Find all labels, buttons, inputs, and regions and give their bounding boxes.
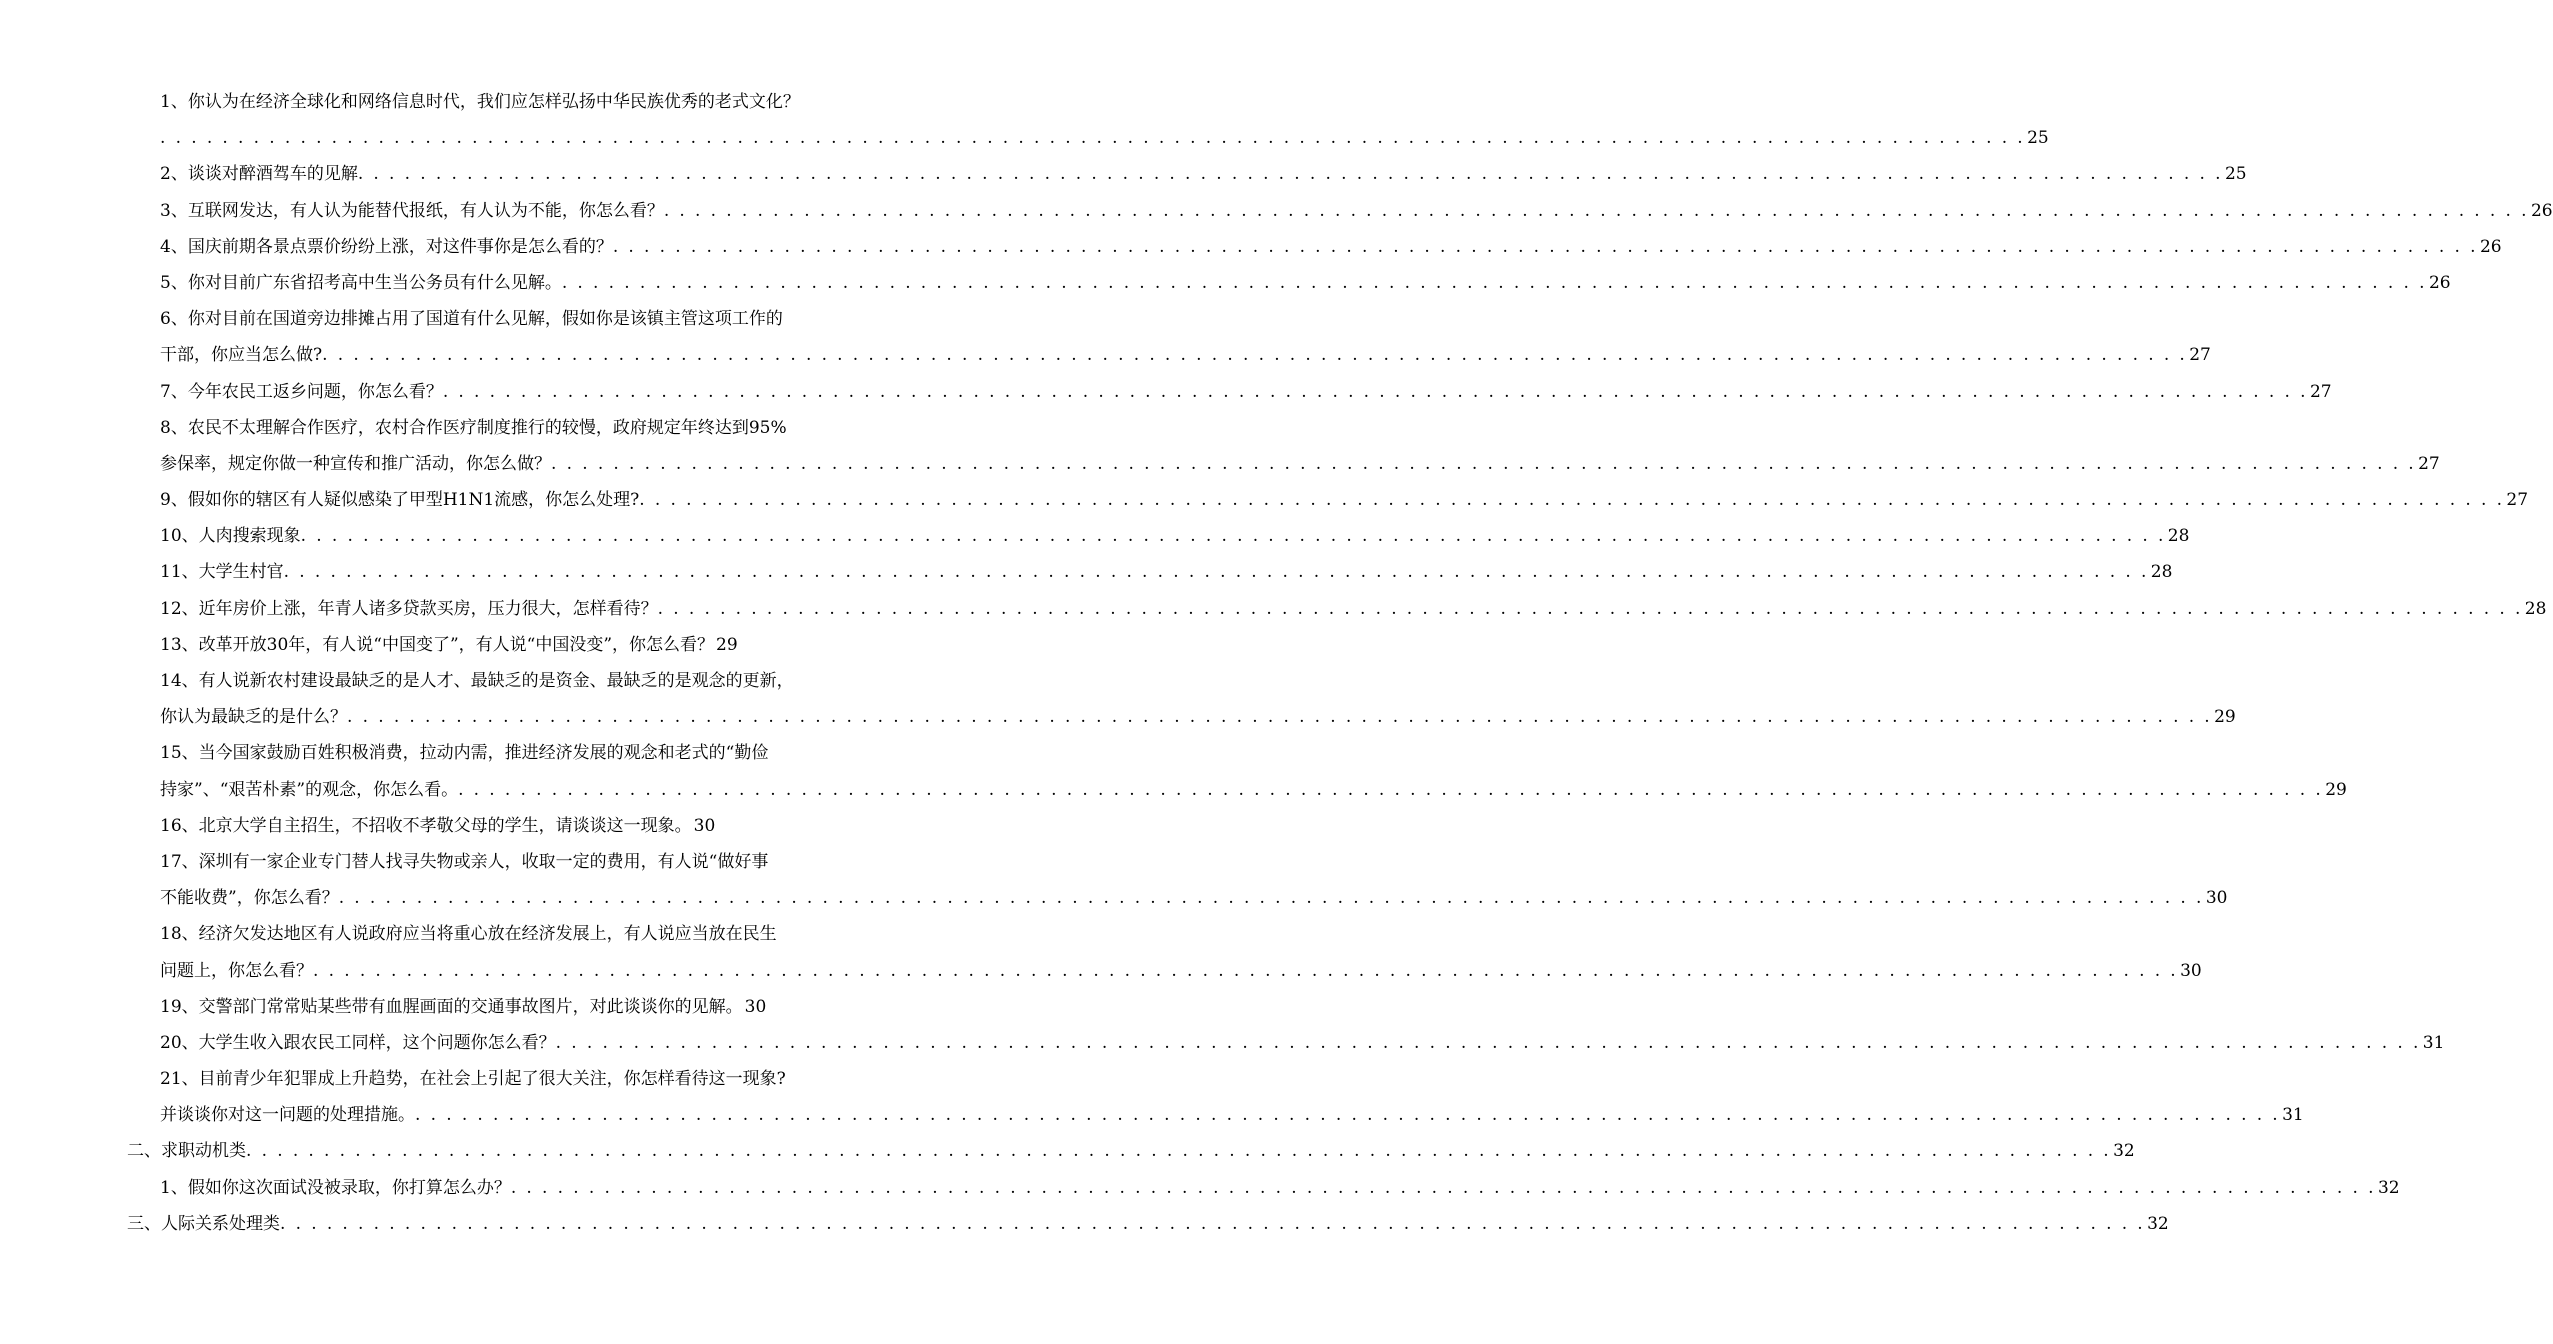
toc-entry	[0, 301, 950, 337]
toc-row	[160, 953, 2202, 989]
toc-entry	[0, 1170, 2400, 1206]
toc-entry-text: 14、有人说新农村建设最缺乏的是人才、最缺乏的是资金、最缺乏的是观念的更新，	[160, 671, 794, 691]
toc-row	[160, 229, 2502, 265]
toc-row	[160, 410, 787, 446]
toc-entry-text: 3、互联网发达，有人认为能替代报纸，有人认为不能，你怎么看？	[160, 200, 664, 221]
toc-entry-text: 15、当今国家鼓励百姓积极消费，拉动内需，推进经济发展的观念和老式的“勤俭	[160, 743, 769, 764]
toc-entry	[0, 518, 2190, 554]
toc-row	[160, 265, 2451, 301]
dot-leader: . . . . . . . . . . . . . . . . . . . . . . . . . . . . . . . . . . . . . . . . . . . . . . . . . . . . . . . . . . . . . . . . . . . . . . . . . . . . . . . . . . . . . . . . . . . . . . . . . . . . . . . . . . . . . . . . . . . . . . . .	[657, 598, 2523, 619]
toc-page-number: 30	[693, 815, 716, 836]
toc-entry-text: 19、交警部门常常贴某些带有血腥画面的交通事故图片，对此谈谈你的见解。	[160, 996, 743, 1017]
toc-row	[160, 735, 769, 771]
toc-entry-text: 11、大学生村官	[160, 562, 284, 583]
toc-page-number: 31	[2422, 1032, 2445, 1053]
toc-row	[160, 446, 2440, 482]
toc-entry-text: 2、谈谈对醉酒驾车的见解	[160, 164, 358, 185]
toc-row	[160, 1025, 2445, 1061]
toc-entry	[0, 229, 2502, 265]
toc-entry	[0, 554, 2173, 590]
toc-entry-text: 1、假如你这次面试没被录取，你打算怎么办？	[160, 1177, 511, 1198]
toc-entry-text: 二、求职动机类	[127, 1141, 246, 1162]
dot-leader: . . . . . . . . . . . . . . . . . . . . . . . . . . . . . . . . . . . . . . . . . . . . . . . . . . . . . . . . . . . . . . . . . . . . . . . . . . . . . . . . . . . . . . . . . . . . . . . . . . . . . . . . . . . . . . . . . . . . . . . .	[458, 779, 2324, 800]
toc-entry	[0, 627, 950, 663]
toc-entry-text: 13、改革开放30年，有人说“中国变了”，有人说“中国没变”，你怎么看？	[160, 634, 715, 655]
toc-entry-text: 并谈谈你对这一问题的处理措施。	[160, 1105, 415, 1126]
toc-entry	[0, 1097, 2304, 1133]
toc-entry	[0, 772, 2347, 808]
toc-entry-text: 17、深圳有一家企业专门替人找寻失物或亲人，收取一定的费用，有人说“做好事	[160, 851, 769, 872]
dot-leader: . . . . . . . . . . . . . . . . . . . . . . . . . . . . . . . . . . . . . . . . . . . . . . . . . . . . . . . . . . . . . . . . . . . . . . . . . . . . . . . . . . . . . . . . . . . . . . . . . . . . . . . . . . . . . . . . . . . . . . . .	[347, 707, 2213, 728]
toc-page-number: 25	[2027, 128, 2049, 149]
dot-leader: . . . . . . . . . . . . . . . . . . . . . . . . . . . . . . . . . . . . . . . . . . . . . . . . . . . . . . . . . . . . . . . . . . . . . . . . . . . . . . . . . . . . . . . . . . . . . . . . . . . . . . . . . . . . . . . . . . . . . . . .	[639, 490, 2505, 511]
toc-page-number: 32	[2377, 1177, 2400, 1198]
toc-row	[160, 916, 777, 952]
toc-row	[160, 482, 2529, 518]
toc-page-number: 28	[2524, 598, 2547, 619]
dot-leader: . . . . . . . . . . . . . . . . . . . . . . . . . . . . . . . . . . . . . . . . . . . . . . . . . . . . . . . . . . . . . . . . . . . . . . . . . . . . . . . . . . . . . . . . . . . . . . . . . . . . . . . . . . . . . . . . . . . . . . . .	[510, 1177, 2376, 1198]
toc-entry	[0, 735, 950, 771]
toc-entry	[0, 699, 2236, 735]
toc-entry	[0, 84, 950, 120]
dot-leader: . . . . . . . . . . . . . . . . . . . . . . . . . . . . . . . . . . . . . . . . . . . . . . . . . . . . . . . . . . . . . . . . . . . . . . . . . . . . . . . . . . . . . . . . . . . . . . . . . . . . . . . . . . . . . . . . . . . . . . . .	[663, 200, 2529, 221]
toc-row	[160, 772, 2347, 808]
toc-entry	[0, 880, 2228, 916]
toc-entry-text: 18、经济欠发达地区有人说政府应当将重心放在经济发展上，有人说应当放在民生	[160, 924, 777, 945]
dot-leader: . . . . . . . . . . . . . . . . . . . . . . . . . . . . . . . . . . . . . . . . . . . . . . . . . . . . . . . . . . . . . . . . . . . . . . . . . . . . . . . . . . . . . . . . . . . . . . . . . . . . . . . . . . . . . . . . . . . . . . . .	[338, 888, 2204, 909]
dot-leader: . . . . . . . . . . . . . . . . . . . . . . . . . . . . . . . . . . . . . . . . . . . . . . . . . . . . . . . . . . . . . . . . . . . . . . . . . . . . . . . . . . . . . . . . . . . . . . . . . . . . . . . . . . . . . . . . . . . . . . . .	[283, 562, 2149, 583]
toc-page-number: 30	[744, 996, 767, 1017]
toc-page-number: 29	[716, 634, 738, 655]
dot-leader: . . . . . . . . . . . . . . . . . . . . . . . . . . . . . . . . . . . . . . . . . . . . . . . . . . . . . . . . . . . . . . . . . . . . . . . . . . . . . . . . . . . . . . . . . . . . . . . . . . . . . . . . . . . . . . . . . . . . . . . .	[555, 1032, 2421, 1053]
toc-row	[160, 120, 2049, 156]
dot-leader: . . . . . . . . . . . . . . . . . . . . . . . . . . . . . . . . . . . . . . . . . . . . . . . . . . . . . . . . . . . . . . . . . . . . . . . . . . . . . . . . . . . . . . . . . . . . . . . . . . . . . . . . . . . . . . . . . . . . . . . .	[280, 1213, 2146, 1234]
toc-row	[160, 193, 2553, 229]
toc-section-entry	[0, 1133, 2135, 1169]
toc-row	[160, 663, 794, 699]
toc-entry-text: 三、人际关系处理类	[127, 1213, 280, 1234]
toc-entry-text: 1、你认为在经济全球化和网络信息时代，我们应怎样弘扬中华民族优秀的老式文化？	[160, 92, 800, 112]
toc-page-number: 26	[2428, 272, 2451, 293]
toc-entry-text: 持家”、“艰苦朴素”的观念，你怎么看。	[160, 779, 459, 800]
toc-entry	[0, 989, 950, 1025]
toc-entry	[0, 193, 2553, 229]
dot-leader: . . . . . . . . . . . . . . . . . . . . . . . . . . . . . . . . . . . . . . . . . . . . . . . . . . . . . . . . . . . . . . . . . . . . . . . . . . . . . . . . . . . . . . . . . . . . . . . . . . . . . . . . . . . . . . . . . . . . . . . .	[300, 526, 2166, 547]
toc-entry-text: 你认为最缺乏的是什么？	[160, 707, 347, 728]
toc-entry-text: 16、北京大学自主招生，不招收不孝敬父母的学生，请谈谈这一现象。	[160, 815, 692, 836]
toc-entry-text: 10、人肉搜索现象	[160, 526, 301, 547]
toc-page-number: 30	[2205, 888, 2228, 909]
toc-entry	[0, 374, 2332, 410]
toc-page-number: 29	[2214, 707, 2236, 728]
toc-entry	[0, 482, 2529, 518]
toc-row	[160, 84, 800, 120]
toc-entry	[0, 156, 2247, 192]
toc-row	[160, 989, 767, 1025]
toc-page-number: 26	[2530, 200, 2553, 221]
toc-entry-text: 问题上，你怎么看？	[160, 960, 313, 981]
toc-page-number: 27	[2309, 381, 2332, 402]
dot-leader: . . . . . . . . . . . . . . . . . . . . . . . . . . . . . . . . . . . . . . . . . . . . . . . . . . . . . . . . . . . . . . . . . . . . . . . . . . . . . . . . . . . . . . . . . . . . . . . . . . . . . . . . . . . . . . . . . . . . . . . .	[322, 345, 2188, 366]
toc-row	[160, 699, 2236, 735]
toc-page-number: 31	[2282, 1105, 2304, 1126]
toc-entry-text: 不能收费”，你怎么看？	[160, 888, 339, 909]
toc-row	[160, 301, 783, 337]
toc-entry-text: 7、今年农民工返乡问题，你怎么看？	[160, 381, 443, 402]
toc-row	[127, 1206, 2169, 1242]
toc-page-number: 27	[2189, 345, 2211, 366]
toc-page-number: 28	[2150, 562, 2173, 583]
toc-entry	[0, 663, 950, 699]
dot-leader: . . . . . . . . . . . . . . . . . . . . . . . . . . . . . . . . . . . . . . . . . . . . . . . . . . . . . . . . . . . . . . . . . . . . . . . . . . . . . . . . . . . . . . . . . . . . . . . . . . . . . . . . . . . . . . . . . . . . . . . .	[313, 960, 2179, 981]
toc-entry-text: 参保率，规定你做一种宣传和推广活动，你怎么做？	[160, 453, 551, 474]
toc-entry-text: 5、你对目前广东省招考高中生当公务员有什么见解。	[160, 272, 562, 293]
toc-row	[160, 844, 769, 880]
toc-row	[160, 627, 753, 663]
toc-row	[160, 554, 2173, 590]
toc-row	[160, 518, 2190, 554]
toc-entry	[0, 844, 950, 880]
toc-entry	[0, 916, 950, 952]
toc-page-number: 29	[2325, 779, 2347, 800]
toc-row	[160, 1097, 2304, 1133]
dot-leader: . . . . . . . . . . . . . . . . . . . . . . . . . . . . . . . . . . . . . . . . . . . . . . . . . . . . . . . . . . . . . . . . . . . . . . . . . . . . . . . . . . . . . . . . . . . . . . . . . . . . . . . . . . . . . . . . . . . . . . . .	[612, 236, 2478, 257]
dot-leader: . . . . . . . . . . . . . . . . . . . . . . . . . . . . . . . . . . . . . . . . . . . . . . . . . . . . . . . . . . . . . . . . . . . . . . . . . . . . . . . . . . . . . . . . . . . . . . . . . . . . . . . . . . . . . . . . . . . . . . . .	[246, 1141, 2112, 1162]
toc-entry	[0, 591, 2547, 627]
toc-entry	[0, 265, 2451, 301]
toc-entry	[0, 446, 2440, 482]
toc-row	[160, 1170, 2400, 1206]
toc-section-entry	[0, 1206, 2169, 1242]
dot-leader: . . . . . . . . . . . . . . . . . . . . . . . . . . . . . . . . . . . . . . . . . . . . . . . . . . . . . . . . . . . . . . . . . . . . . . . . . . . . . . . . . . . . . . . . . . . . . . . . . . . . . . . . . . . . . . . . . . . . . . . .	[561, 272, 2427, 293]
dot-leader: . . . . . . . . . . . . . . . . . . . . . . . . . . . . . . . . . . . . . . . . . . . . . . . . . . . . . . . . . . . . . . . . . . . . . . . . . . . . . . . . . . . . . . . . . . . . . . . . . . . . . . . . . . . . . . . . . . . . . . . .	[415, 1105, 2281, 1126]
toc-row	[160, 1061, 786, 1097]
toc-page-number: 28	[2167, 526, 2190, 547]
toc-entry	[0, 953, 2202, 989]
toc-page-number: 32	[2147, 1213, 2169, 1234]
toc-entry	[0, 410, 950, 446]
dot-leader: . . . . . . . . . . . . . . . . . . . . . . . . . . . . . . . . . . . . . . . . . . . . . . . . . . . . . . . . . . . . . . . . . . . . . . . . . . . . . . . . . . . . . . . . . . . . . . . . . . . . . . . . . . . . . . . . . . . . . . . .	[357, 164, 2223, 185]
toc-entry-text: 干部，你应当怎么做?	[160, 345, 323, 366]
toc-page-number: 27	[2418, 453, 2440, 474]
toc-page-number: 30	[2180, 960, 2202, 981]
toc-row	[160, 808, 753, 844]
toc-row	[160, 337, 2211, 373]
toc-entry	[0, 120, 2049, 156]
dot-leader: . . . . . . . . . . . . . . . . . . . . . . . . . . . . . . . . . . . . . . . . . . . . . . . . . . . . . . . . . . . . . . . . . . . . . . . . . . . . . . . . . . . . . . . . . . . . . . . . . . . . . . . . . . . . . . . . . . . . . . . .	[442, 381, 2308, 402]
toc-entry-text: 6、你对目前在国道旁边排摊占用了国道有什么见解，假如你是该镇主管这项工作的	[160, 309, 783, 330]
toc-page-number: 27	[2506, 490, 2529, 511]
toc-entry-text: 20、大学生收入跟农民工同样，这个问题你怎么看？	[160, 1032, 556, 1053]
toc-entry	[0, 1025, 2445, 1061]
toc-row	[160, 880, 2228, 916]
dot-leader: . . . . . . . . . . . . . . . . . . . . . . . . . . . . . . . . . . . . . . . . . . . . . . . . . . . . . . . . . . . . . . . . . . . . . . . . . . . . . . . . . . . . . . . . . . . . . . . . . . . . . . . . . . . . . . . . . . . . . . . .	[160, 128, 2026, 149]
toc-page-number: 32	[2113, 1141, 2135, 1162]
toc-entry	[0, 808, 950, 844]
toc-entry-text: 21、目前青少年犯罪成上升趋势，在社会上引起了很大关注，你怎样看待这一现象?	[160, 1069, 786, 1090]
table-of-contents	[0, 84, 2553, 1242]
toc-row	[160, 156, 2247, 192]
toc-entry-text: 12、近年房价上涨，年青人诸多贷款买房，压力很大，怎样看待？	[160, 598, 658, 619]
toc-row	[127, 1133, 2135, 1169]
dot-leader: . . . . . . . . . . . . . . . . . . . . . . . . . . . . . . . . . . . . . . . . . . . . . . . . . . . . . . . . . . . . . . . . . . . . . . . . . . . . . . . . . . . . . . . . . . . . . . . . . . . . . . . . . . . . . . . . . . . . . . . .	[551, 453, 2417, 474]
toc-entry	[0, 1061, 950, 1097]
toc-entry-text: 8、农民不太理解合作医疗，农村合作医疗制度推行的较慢，政府规定年终达到95%	[160, 417, 787, 438]
toc-page-number: 25	[2224, 164, 2247, 185]
toc-row	[160, 591, 2547, 627]
toc-page-number: 26	[2479, 236, 2502, 257]
toc-row	[160, 374, 2332, 410]
toc-entry	[0, 337, 2211, 373]
toc-entry-text: 4、国庆前期各景点票价纷纷上涨，对这件事你是怎么看的？	[160, 236, 613, 257]
toc-entry-text: 9、假如你的辖区有人疑似感染了甲型H1N1流感，你怎么处理?	[160, 490, 640, 511]
